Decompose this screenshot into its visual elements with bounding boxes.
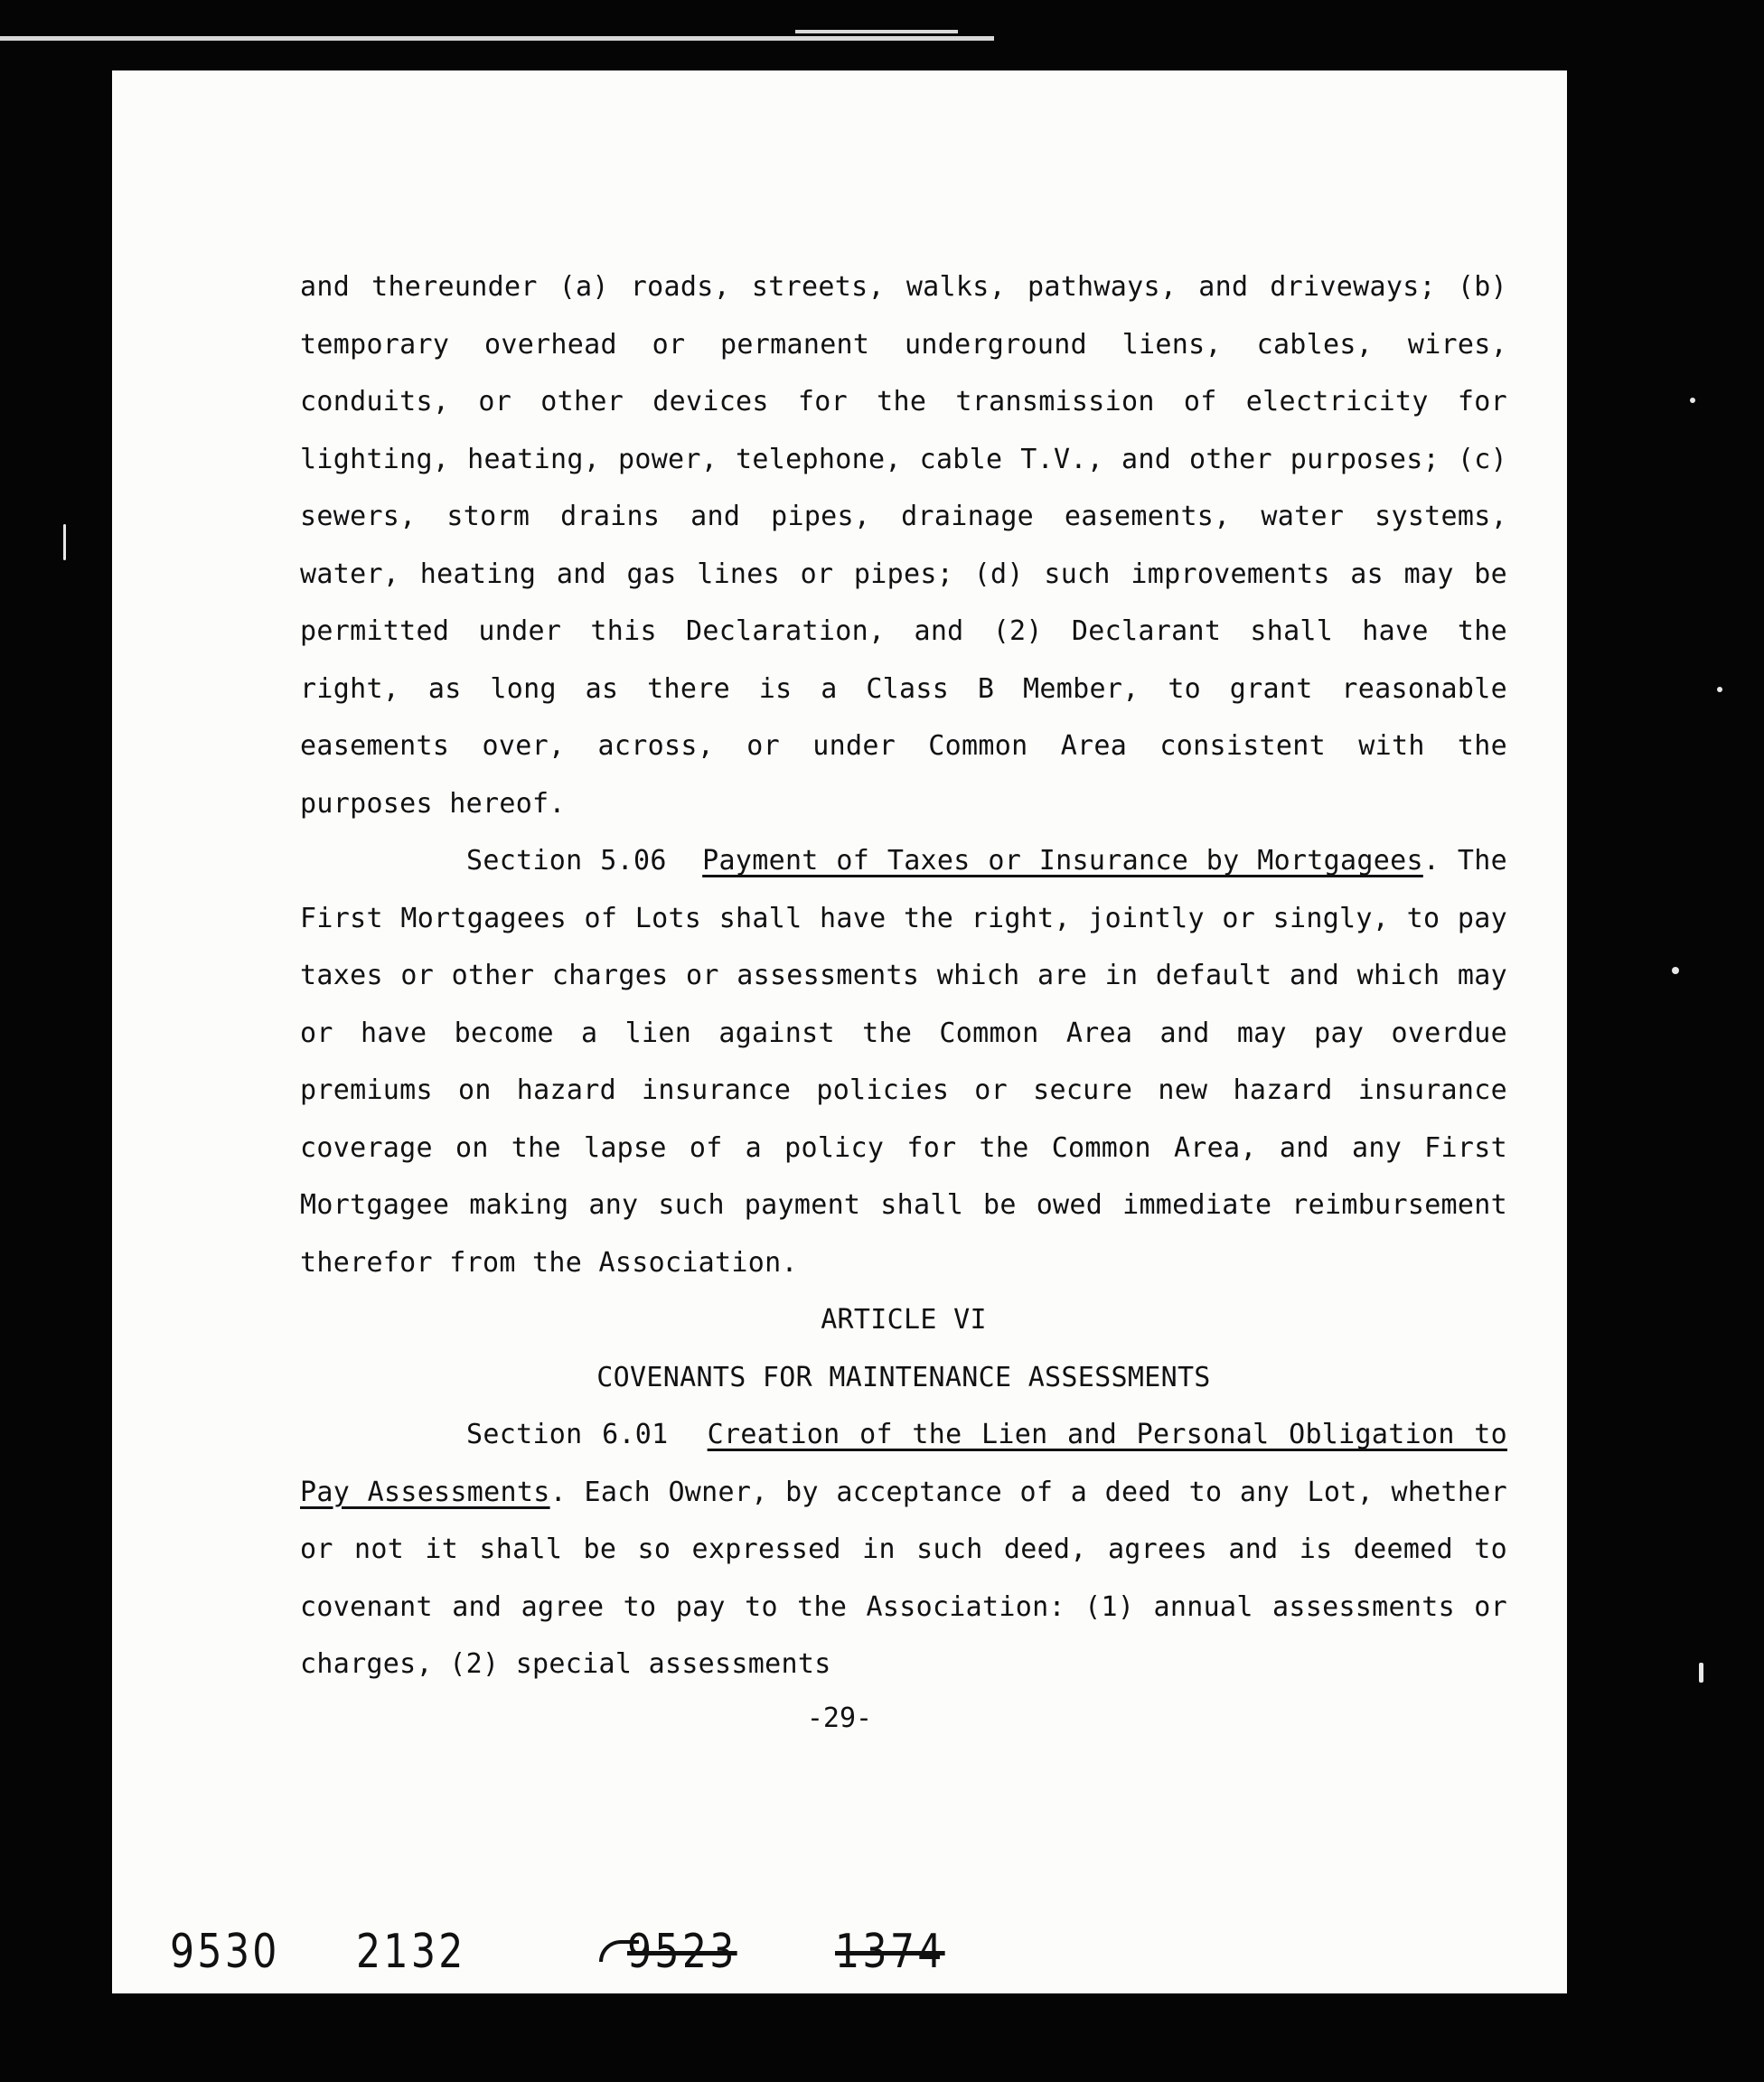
struck-stamp-number: 9523 bbox=[627, 1925, 737, 1979]
paragraph-section-6-01 bbox=[300, 1406, 1507, 1693]
paragraph-text: . The First Mortgagees of Lots shall have the right, jointly or singly, to pay taxes or other charges or assessments which are in default and which may or have become a lien against the Common Area and may pay overdue premiums on hazard insurance policies or secure new hazard insurance coverage on the lapse of a policy for the Common Area, and any First Mortgagee making any such payment shall be owed immediate reimbursement therefor from the Association. bbox=[300, 845, 1507, 1279]
scan-speck bbox=[1690, 398, 1695, 403]
article-heading: ARTICLE VI bbox=[821, 1304, 987, 1336]
scan-edge-line bbox=[795, 30, 958, 33]
scan-speck bbox=[1672, 967, 1679, 974]
section-title: Payment of Taxes or Insurance by Mortgagees bbox=[702, 845, 1423, 877]
paragraph-section-5-06 bbox=[300, 832, 1507, 1291]
scan-speck bbox=[1717, 687, 1722, 692]
document-body bbox=[300, 258, 1507, 1693]
scan-speck bbox=[1699, 1663, 1703, 1683]
stamp-number-left: 9530 bbox=[170, 1925, 280, 1979]
stamp-number-right: 2132 bbox=[356, 1925, 466, 1979]
document-page bbox=[112, 70, 1567, 1993]
article-title: COVENANTS FOR MAINTENANCE ASSESSMENTS bbox=[596, 1361, 1211, 1393]
page-number: -29- bbox=[806, 1702, 873, 1734]
scan-edge-line bbox=[0, 36, 994, 41]
section-number: Section 6.01 bbox=[466, 1419, 669, 1450]
paragraph-text: . Each Owner, by acceptance of a deed to any Lot, whether or not it shall be so expressed in such deed, agrees and is deemed to covenant and agree to pay to the Association: (1) annual assessments or charges, (2) special assessments bbox=[300, 1476, 1507, 1680]
paragraph-easements bbox=[300, 258, 1507, 832]
struck-stamp-number: 1374 bbox=[835, 1925, 945, 1979]
scan-speck bbox=[63, 524, 66, 560]
section-number: Section 5.06 bbox=[466, 845, 667, 877]
paragraph-text: and thereunder (a) roads, streets, walks, pathways, and driveways; (b) temporary overhead or permanent underground liens, cables, wires, conduits, or other devices for the transmission of electricity for lighting, heating, power, telephone, cable T.V., and other purposes; (c) sewers, storm drains and pipes, drainage easements, water systems, water, heating and gas lines or pipes; (d) such improvements as may be permitted under this Declaration, and (2) Declarant shall have the right, as long as there is a Class B Member, to grant reasonable easements over, across, or under Common Area consistent with the purposes hereof. bbox=[300, 271, 1507, 820]
section-title: Creation of the Lien and Personal Obligation to Pay Assessments bbox=[300, 1419, 1507, 1508]
